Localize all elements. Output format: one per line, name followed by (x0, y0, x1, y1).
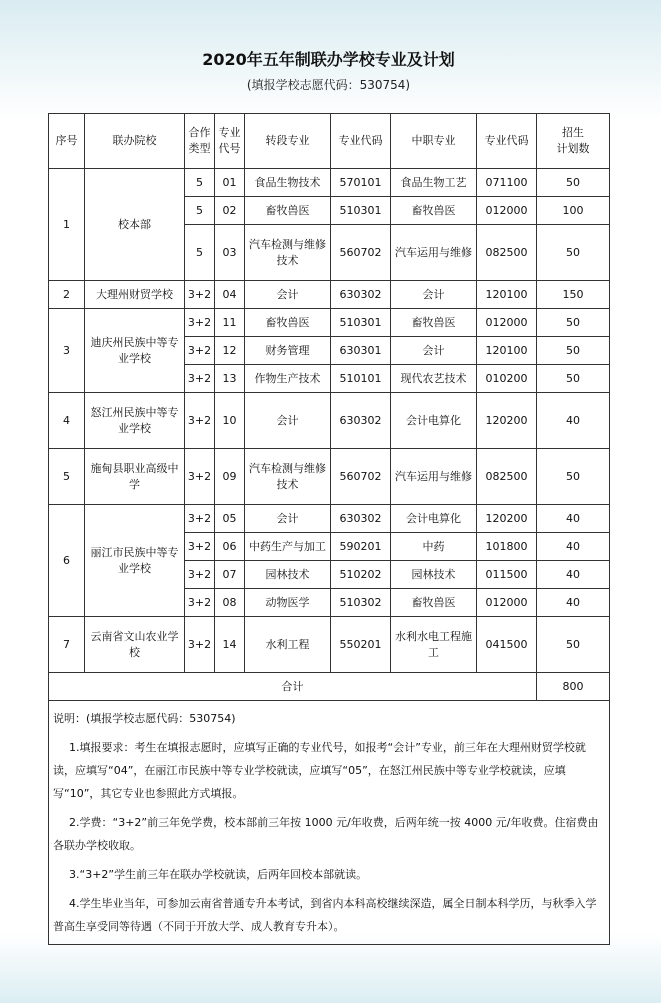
enrollment-plan-cell: 40 (537, 589, 610, 617)
transfer-major-cell: 中药生产与加工 (245, 533, 331, 561)
note-item-3: 3.“3+2”学生前三年在联办学校就读，后两年回校本部就读。 (69, 868, 368, 881)
vocational-code-cell: 120100 (477, 337, 537, 365)
major-code-cell: 510302 (331, 589, 391, 617)
transfer-major-cell: 食品生物技术 (245, 169, 331, 197)
major-number-cell: 01 (215, 169, 245, 197)
vocational-code-cell: 120200 (477, 505, 537, 533)
enrollment-plan-cell: 100 (537, 197, 610, 225)
enrollment-plan-cell: 50 (537, 617, 610, 673)
major-code-cell: 570101 (331, 169, 391, 197)
note-item-4: 4.学生毕业当年，可参加云南省普通专升本考试，到省内本科高校继续深造，属全日制本科学历，与秋季入学普高生享受同等待遇（不同于开放大学、成人教育专升本）。 (53, 897, 597, 933)
major-code-cell: 510301 (331, 197, 391, 225)
transfer-major-cell: 水利工程 (245, 617, 331, 673)
enrollment-plan-cell: 40 (537, 561, 610, 589)
major-code-cell: 510101 (331, 365, 391, 393)
cooperation-type-cell: 3+2 (185, 533, 215, 561)
document-page (48, 50, 609, 933)
enrollment-plan-cell: 150 (537, 281, 610, 309)
major-number-cell: 12 (215, 337, 245, 365)
header-cooperation-type: 合作类型 (185, 114, 215, 169)
vocational-major-cell: 园林技术 (391, 561, 477, 589)
vocational-major-cell: 汽车运用与维修 (391, 225, 477, 281)
vocational-code-cell: 120200 (477, 393, 537, 449)
school-cell: 校本部 (85, 169, 185, 281)
cooperation-type-cell: 3+2 (185, 617, 215, 673)
header-enrollment-plan: 招生 计划数 (537, 114, 610, 169)
page-title: 2020年五年制联办学校专业及计划 (202, 50, 455, 69)
major-code-cell: 550201 (331, 617, 391, 673)
vocational-major-cell: 现代农艺技术 (391, 365, 477, 393)
vocational-code-cell: 082500 (477, 449, 537, 505)
major-number-cell: 11 (215, 309, 245, 337)
enrollment-plan-cell: 40 (537, 533, 610, 561)
major-number-cell: 09 (215, 449, 245, 505)
transfer-major-cell: 园林技术 (245, 561, 331, 589)
vocational-major-cell: 会计 (391, 337, 477, 365)
notes-row (49, 701, 610, 945)
table-row (49, 169, 610, 197)
header-seq: 序号 (49, 114, 85, 169)
vocational-code-cell: 012000 (477, 589, 537, 617)
vocational-code-cell: 071100 (477, 169, 537, 197)
vocational-major-cell: 畜牧兽医 (391, 589, 477, 617)
school-cell: 施甸县职业高级中学 (85, 449, 185, 505)
major-number-cell: 05 (215, 505, 245, 533)
major-code-cell: 630301 (331, 337, 391, 365)
vocational-major-cell: 畜牧兽医 (391, 309, 477, 337)
transfer-major-cell: 会计 (245, 393, 331, 449)
enrollment-plan-cell: 50 (537, 337, 610, 365)
school-cell: 丽江市民族中等专业学校 (85, 505, 185, 617)
total-label: 合计 (49, 673, 537, 701)
seq-cell: 7 (49, 617, 85, 673)
major-code-cell: 630302 (331, 505, 391, 533)
table-row (49, 281, 610, 309)
major-number-cell: 04 (215, 281, 245, 309)
major-number-cell: 10 (215, 393, 245, 449)
transfer-major-cell: 作物生产技术 (245, 365, 331, 393)
cooperation-type-cell: 3+2 (185, 393, 215, 449)
cooperation-type-cell: 5 (185, 169, 215, 197)
header-transfer-major: 转段专业 (245, 114, 331, 169)
transfer-major-cell: 动物医学 (245, 589, 331, 617)
seq-cell: 3 (49, 309, 85, 393)
notes-section (49, 701, 610, 945)
cooperation-type-cell: 3+2 (185, 281, 215, 309)
transfer-major-cell: 汽车检测与维修技术 (245, 449, 331, 505)
transfer-major-cell: 畜牧兽医 (245, 197, 331, 225)
enrollment-plan-cell: 40 (537, 505, 610, 533)
school-cell: 云南省文山农业学校 (85, 617, 185, 673)
major-number-cell: 08 (215, 589, 245, 617)
table-body (49, 169, 610, 673)
vocational-code-cell: 120100 (477, 281, 537, 309)
enrollment-plan-table (48, 113, 610, 945)
seq-cell: 4 (49, 393, 85, 449)
vocational-code-cell: 012000 (477, 309, 537, 337)
total-value: 800 (537, 673, 610, 701)
major-code-cell: 630302 (331, 281, 391, 309)
header-vocational-major: 中职专业 (391, 114, 477, 169)
vocational-code-cell: 101800 (477, 533, 537, 561)
vocational-major-cell: 水利水电工程施工 (391, 617, 477, 673)
cooperation-type-cell: 3+2 (185, 505, 215, 533)
major-code-cell: 560702 (331, 225, 391, 281)
cooperation-type-cell: 5 (185, 197, 215, 225)
header-major-code: 专业代码 (331, 114, 391, 169)
vocational-code-cell: 010200 (477, 365, 537, 393)
notes-heading: 说明：(填报学校志愿代码：530754) (53, 712, 236, 725)
cooperation-type-cell: 3+2 (185, 365, 215, 393)
seq-cell: 6 (49, 505, 85, 617)
cooperation-type-cell: 5 (185, 225, 215, 281)
major-number-cell: 03 (215, 225, 245, 281)
table-row (49, 393, 610, 449)
page-subtitle: (填报学校志愿代码：530754) (246, 78, 411, 92)
major-code-cell: 630302 (331, 393, 391, 449)
table-row (49, 617, 610, 673)
header-vocational-code: 专业代码 (477, 114, 537, 169)
total-row (49, 673, 610, 701)
vocational-major-cell: 汽车运用与维修 (391, 449, 477, 505)
cooperation-type-cell: 3+2 (185, 309, 215, 337)
enrollment-plan-cell: 50 (537, 449, 610, 505)
major-number-cell: 02 (215, 197, 245, 225)
major-number-cell: 06 (215, 533, 245, 561)
transfer-major-cell: 财务管理 (245, 337, 331, 365)
major-number-cell: 14 (215, 617, 245, 673)
school-cell: 怒江州民族中等专业学校 (85, 393, 185, 449)
seq-cell: 1 (49, 169, 85, 281)
transfer-major-cell: 汽车检测与维修技术 (245, 225, 331, 281)
vocational-major-cell: 会计电算化 (391, 393, 477, 449)
enrollment-plan-cell: 50 (537, 169, 610, 197)
enrollment-plan-cell: 50 (537, 225, 610, 281)
major-code-cell: 590201 (331, 533, 391, 561)
vocational-major-cell: 会计 (391, 281, 477, 309)
vocational-major-cell: 食品生物工艺 (391, 169, 477, 197)
enrollment-plan-cell: 50 (537, 309, 610, 337)
vocational-code-cell: 011500 (477, 561, 537, 589)
table-header-row (49, 114, 610, 169)
enrollment-plan-cell: 50 (537, 365, 610, 393)
vocational-major-cell: 畜牧兽医 (391, 197, 477, 225)
seq-cell: 5 (49, 449, 85, 505)
transfer-major-cell: 会计 (245, 281, 331, 309)
table-row (49, 449, 610, 505)
table-row (49, 505, 610, 533)
cooperation-type-cell: 3+2 (185, 561, 215, 589)
major-number-cell: 07 (215, 561, 245, 589)
vocational-major-cell: 中药 (391, 533, 477, 561)
school-cell: 大理州财贸学校 (85, 281, 185, 309)
cooperation-type-cell: 3+2 (185, 337, 215, 365)
major-code-cell: 510202 (331, 561, 391, 589)
transfer-major-cell: 会计 (245, 505, 331, 533)
vocational-major-cell: 会计电算化 (391, 505, 477, 533)
vocational-code-cell: 041500 (477, 617, 537, 673)
header-school: 联办院校 (85, 114, 185, 169)
school-cell: 迪庆州民族中等专业学校 (85, 309, 185, 393)
major-number-cell: 13 (215, 365, 245, 393)
major-code-cell: 560702 (331, 449, 391, 505)
cooperation-type-cell: 3+2 (185, 589, 215, 617)
vocational-code-cell: 012000 (477, 197, 537, 225)
vocational-code-cell: 082500 (477, 225, 537, 281)
transfer-major-cell: 畜牧兽医 (245, 309, 331, 337)
enrollment-plan-cell: 40 (537, 393, 610, 449)
note-item-2: 2.学费：“3+2”前三年免学费，校本部前三年按 1000 元/年收费，后两年统一按 4000 元/年收费。住宿费由各联办学校收取。 (53, 816, 599, 852)
header-major-number: 专业代号 (215, 114, 245, 169)
seq-cell: 2 (49, 281, 85, 309)
cooperation-type-cell: 3+2 (185, 449, 215, 505)
table-row (49, 309, 610, 337)
major-code-cell: 510301 (331, 309, 391, 337)
note-item-1: 1.填报要求：考生在填报志愿时，应填写正确的专业代号，如报考“会计”专业，前三年在大理州财贸学校就读，应填写“04”，在丽江市民族中等专业学校就读，应填写“05”，在怒江州民族中等专业学校就读，应填写“10”，其它专业也参照此方式填报。 (53, 741, 586, 800)
